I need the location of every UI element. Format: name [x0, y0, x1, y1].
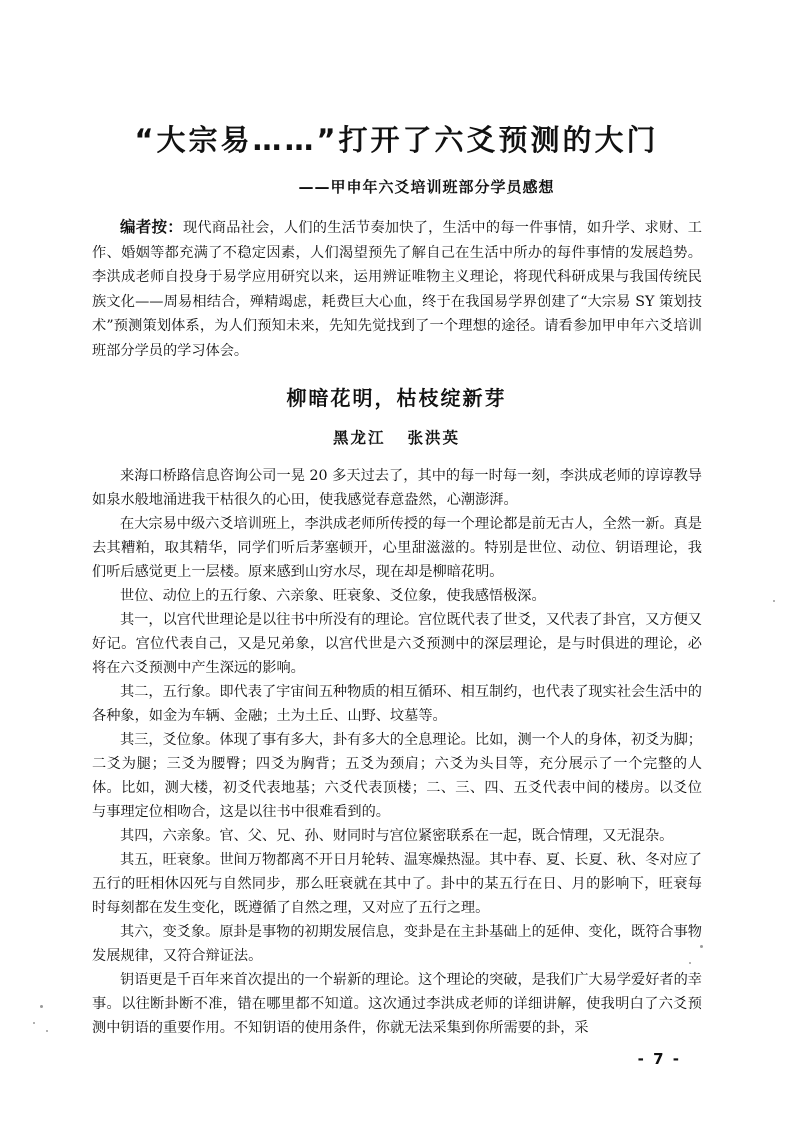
body-paragraph: 其二，五行象。即代表了宇宙间五种物质的相互循环、相互制约，也代表了现实社会生活中的各种象，如金为车辆、金融；土为土丘、山野、坟墓等。: [92, 684, 702, 724]
body-paragraph: 其五，旺衰象。世间万物都离不开日月轮转、温寒燥热湿。其中春、夏、长夏、秋、冬对应了五行的旺相休囚死与自然同步，那么旺衰就在其中了。卦中的某五行在日、月的影响下，旺衰每时每刻都在发生变化，既遵循了自然之理，又对应了五行之理。: [92, 852, 702, 916]
author-name: 张洪英: [407, 429, 461, 447]
page-subtitle: ——甲申年六爻培训班部分学员感想: [298, 178, 555, 196]
editor-note-label: 编者按：: [120, 218, 183, 236]
author-region: 黑龙江: [332, 429, 386, 447]
scan-speck: [689, 962, 691, 964]
article-authors: [0, 426, 793, 448]
body-paragraph: 在大宗易中级六爻培训班上，李洪成老师所传授的每一个理论都是前无古人，全然一新。真是去其糟粕，取其精华，同学们听后茅塞顿开，心里甜滋滋的。特别是世位、动位、钥语理论，我们听后感觉更上一层楼。原来感到山穷水尽，现在却是柳暗花明。: [92, 516, 702, 580]
editor-note: [92, 215, 702, 363]
body-paragraph: 其六，变爻象。原卦是事物的初期发展信息，变卦是在主卦基础上的延伸、变化，既符合事物发展规律，又符合辩证法。: [92, 924, 702, 964]
page-number: - 7 -: [637, 1050, 681, 1068]
scan-speck: [773, 600, 775, 602]
body-paragraph: 来海口桥路信息咨询公司一晃 20 多天过去了，其中的每一时每一刻，李洪成老师的谆谆教导如泉水般地涌进我干枯很久的心田，使我感觉春意盎然，心潮澎湃。: [92, 468, 702, 508]
body-paragraph: 世位、动位上的五行象、六亲象、旺衰象、爻位象，使我感悟极深。: [120, 588, 546, 604]
article-body: [92, 464, 702, 1040]
page-title: “大宗易……”打开了六爻预测的大门: [134, 123, 659, 157]
scan-speck: [46, 1030, 48, 1032]
article-title: 柳暗花明，枯枝绽新芽: [286, 386, 507, 410]
scan-speck: [700, 945, 703, 948]
scan-speck: [33, 1022, 35, 1024]
body-paragraph: 其四，六亲象。官、父、兄、孙、财同时与宫位紧密联系在一起，既合情理，又无混杂。: [120, 828, 674, 844]
body-paragraph: 其三，爻位象。体现了事有多大，卦有多大的全息理论。比如，测一个人的身体，初爻为脚；二爻为腿；三爻为腰臀；四爻为胸背；五爻为颈肩；六爻为头目等，充分展示了一个完整的人体。比如，测大楼，初爻代表地基；六爻代表顶楼；二、三、四、五爻代表中间的楼房。以爻位与事理定位相吻合，这是以往书中很难看到的。: [92, 732, 702, 820]
editor-note-paragraph: [92, 215, 702, 363]
scan-speck: [40, 1005, 43, 1008]
body-paragraph: 其一，以宫代世理论是以往书中所没有的理论。宫位既代表了世爻，又代表了卦宫，又方便又好记。宫位代表自己，又是兄弟象，以宫代世是六爻预测中的深层理论，是与时俱进的理论，必将在六爻预测中产生深远的影响。: [92, 612, 702, 676]
editor-note-text: 现代商品社会，人们的生活节奏加快了，生活中的每一件事情，如升学、求财、工作、婚姻等都充满了不稳定因素，人们渴望预先了解自己在生活中所办的每件事情的发展趋势。李洪成老师自投身于易学应用研究以来，运用辨证唯物主义理论，将现代科研成果与我国传统民族文化——周易相结合，殚精竭虑，耗费巨大心血，终于在我国易学界创建了“大宗易 SY 策划技术”预测策划体系，为人们预知未来，先知先觉找到了一个理想的途径。请看参加甲申年六爻培训班部分学员的学习体会。: [92, 220, 702, 359]
body-paragraph: 钥语更是千百年来首次提出的一个崭新的理论。这个理论的突破，是我们广大易学爱好者的幸事。以往断卦断不准，错在哪里都不知道。这次通过李洪成老师的详细讲解，使我明白了六爻预测中钥语的重要作用。不知钥语的使用条件，你就无法采集到你所需要的卦，采: [92, 972, 702, 1036]
